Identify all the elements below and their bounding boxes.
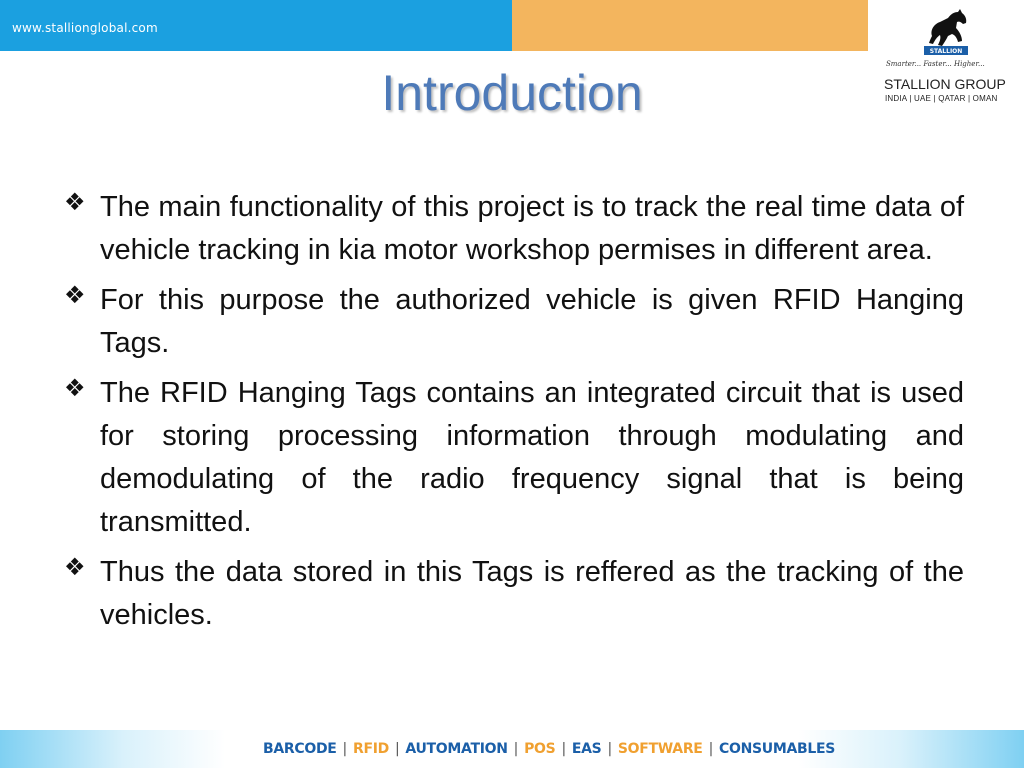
diamond-bullet-icon: ❖	[64, 188, 86, 216]
logo-countries: INDIA | UAE | QATAR | OMAN	[885, 94, 998, 103]
footer-separator: |	[561, 741, 566, 757]
footer-separator: |	[708, 741, 713, 757]
bullet-item	[62, 551, 964, 637]
footer-separator: |	[607, 741, 612, 757]
bullet-text: Thus the data stored in this Tags is reffered as the tracking of the vehicles.	[100, 556, 964, 631]
logo-badge-text: STALLION	[929, 48, 963, 55]
logo-tagline: Smarter... Faster... Higher...	[886, 60, 985, 68]
footer-product-nav	[263, 741, 835, 757]
footer-separator: |	[513, 741, 519, 757]
footer-item-eas: EAS	[571, 741, 602, 757]
bullet-item	[62, 372, 964, 544]
bullet-text: For this purpose the authorized vehicle is given RFID Hanging Tags.	[100, 284, 964, 359]
bullet-text: The main functionality of this project is to track the real time data of vehicle tracking in kia motor workshop permises in different area.	[100, 191, 964, 266]
horse-logo-icon	[918, 6, 974, 56]
bullet-list	[62, 186, 964, 644]
diamond-bullet-icon: ❖	[64, 374, 86, 402]
bullet-text: The RFID Hanging Tags contains an integrated circuit that is used for storing processing information through modulating and demodulating of the radio frequency signal that is being transmitted.	[100, 377, 964, 538]
diamond-bullet-icon: ❖	[64, 281, 86, 309]
footer-item-automation: AUTOMATION	[405, 741, 508, 757]
footer-item-software: SOFTWARE	[617, 741, 703, 757]
bullet-item	[62, 279, 964, 365]
footer-item-consumables: CONSUMABLES	[719, 741, 836, 757]
footer-separator: |	[394, 741, 400, 757]
footer-item-pos: POS	[524, 741, 556, 757]
footer-separator: |	[342, 741, 347, 757]
bullet-item	[62, 186, 964, 272]
logo-group-name: STALLION GROUP	[884, 76, 1006, 92]
diamond-bullet-icon: ❖	[64, 553, 86, 581]
footer-item-barcode: BARCODE	[263, 741, 337, 757]
site-url: www.stallionglobal.com	[12, 21, 158, 35]
slide-title: Introduction	[381, 65, 643, 121]
footer-item-rfid: RFID	[352, 741, 389, 757]
